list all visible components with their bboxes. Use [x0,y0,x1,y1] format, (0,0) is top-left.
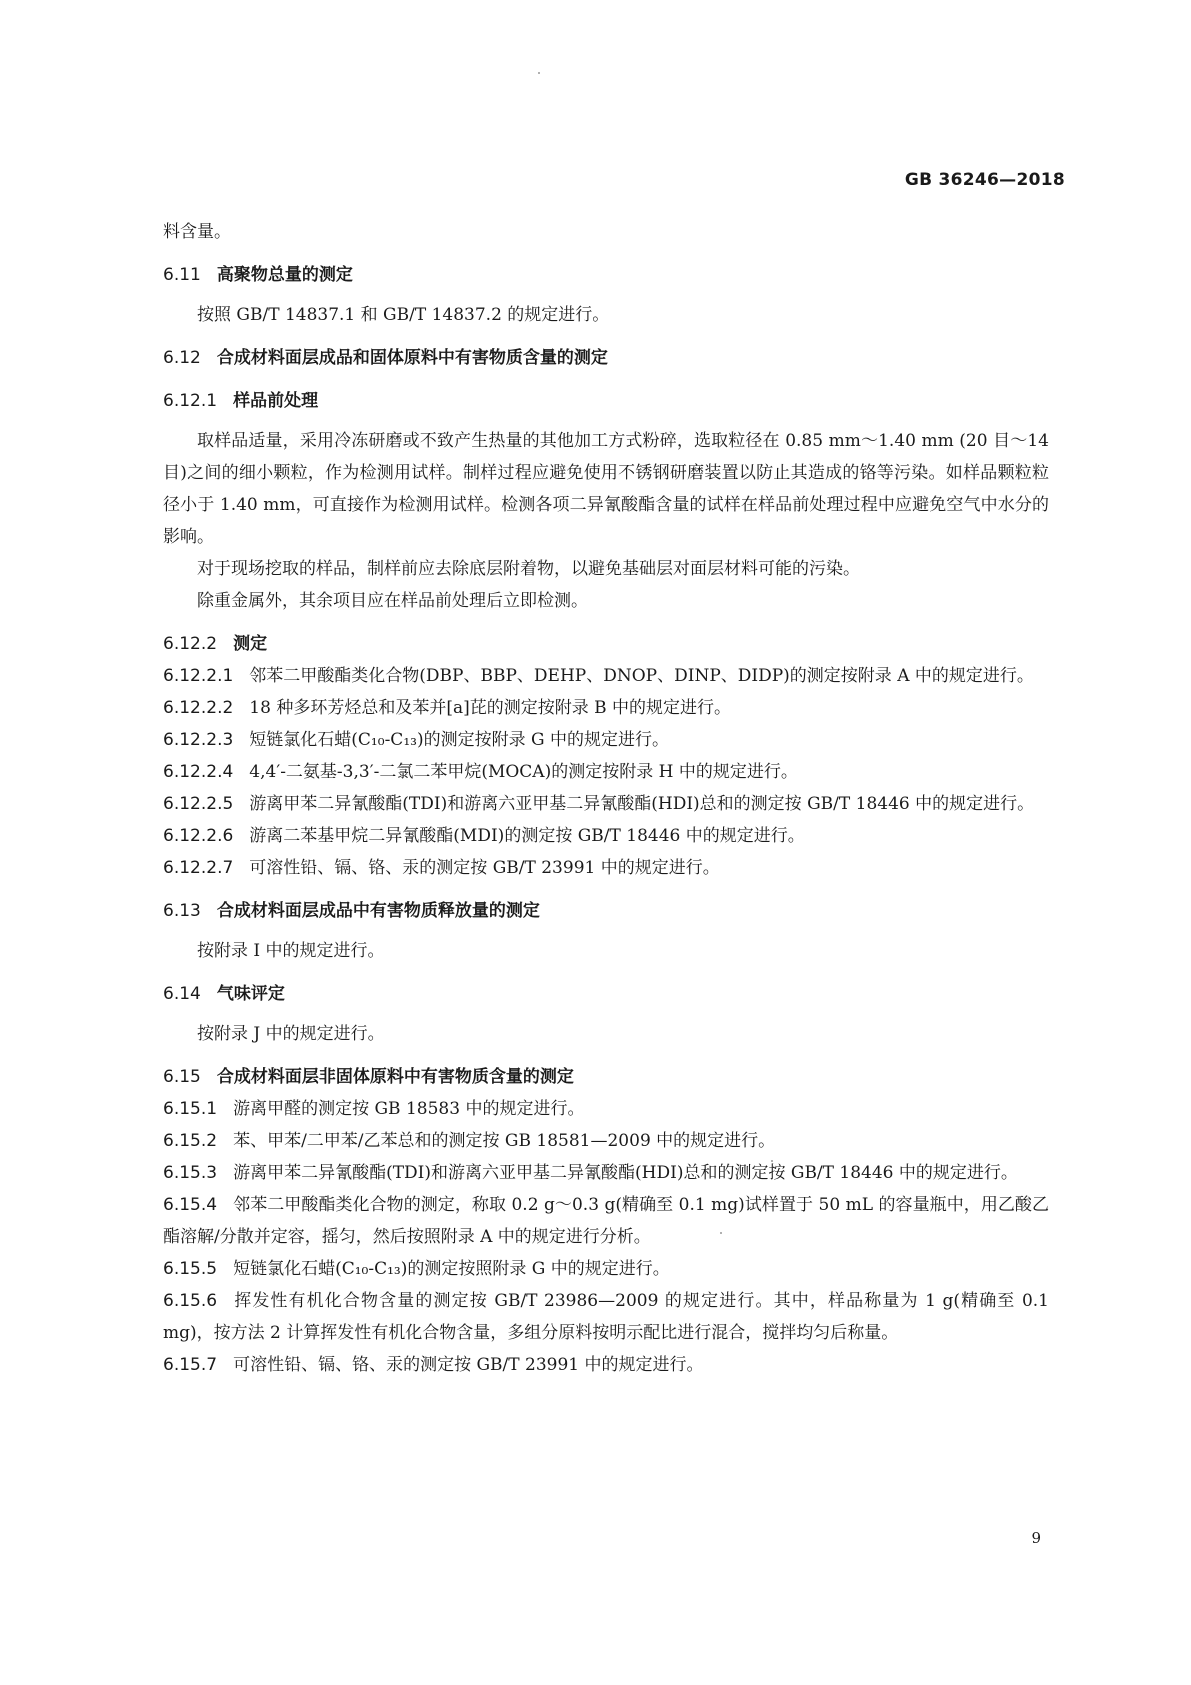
clause-item [163,1189,1049,1253]
clause-text: 短链氯化石蜡(C₁₀-C₁₃)的测定按照附录 G 中的规定进行。 [233,1259,670,1279]
section-number: 6.14 [163,984,201,1004]
paragraph: 取样品适量，采用冷冻研磨或不致产生热量的其他加工方式粉碎，选取粒径在 0.85 mm～1.40 mm (20 目～14 目)之间的细小颗粒，作为检测用试样。制样过程应避免使用不锈钢研磨装置以防止其造成的铬等污染。如样品颗粒粒径小于 1.40 mm，可直接作为检测用试样。检测各项二异氰酸酯含量的试样在样品前处理过程中应避免空气中水分的影响。 [163,431,1049,547]
clause-number: 6.12.2.6 [163,826,234,846]
clause-item [163,692,1049,724]
clause-text: 挥发性有机化合物含量的测定按 GB/T 23986—2009 的规定进行。其中，样品称量为 1 g(精确至 0.1 mg)，按方法 2 计算挥发性有机化合物含量，多组分原料按明示配比进行混合，搅拌均匀后称量。 [163,1291,1049,1343]
clause-item [163,1157,1049,1189]
section-number: 6.11 [163,265,201,285]
clause-text: 游离甲苯二异氰酸酯(TDI)和游离六亚甲基二异氰酸酯(HDI)总和的测定按 GB/T 18446 中的规定进行。 [233,1163,1018,1183]
section-number: 6.12 [163,348,201,368]
section-number: 6.12.2 [163,634,218,654]
clause-number: 6.12.2.7 [163,858,234,878]
clause-number: 6.15.1 [163,1099,218,1119]
clause-text: 苯、甲苯/二甲苯/乙苯总和的测定按 GB 18581—2009 中的规定进行。 [233,1131,776,1151]
clause-item [163,820,1049,852]
clause-number: 6.12.2.2 [163,698,234,718]
clause-text: 4,4′-二氨基-3,3′-二氯二苯甲烷(MOCA)的测定按附录 H 中的规定进行。 [249,762,798,782]
section-title: 气味评定 [216,984,285,1004]
clause-number: 6.15.2 [163,1131,218,1151]
section-heading [163,259,1049,291]
section-heading [163,978,1049,1010]
clause-item [163,724,1049,756]
document-body [163,216,1049,1381]
clause-text: 邻苯二甲酸酯类化合物(DBP、BBP、DEHP、DNOP、DINP、DIDP)的测定按附录 A 中的规定进行。 [249,666,1034,686]
clause-item [163,1285,1049,1349]
clause-number: 6.12.2.1 [163,666,234,686]
section-number: 6.13 [163,901,201,921]
clause-text: 可溶性铅、镉、铬、汞的测定按 GB/T 23991 中的规定进行。 [233,1355,704,1375]
clause-text: 18 种多环芳烃总和及苯并[a]芘的测定按附录 B 中的规定进行。 [249,698,732,718]
clause-number: 6.12.2.3 [163,730,234,750]
paragraph: 按附录 J 中的规定进行。 [197,1024,385,1044]
clause-number: 6.12.2.4 [163,762,234,782]
clause-number: 6.15.6 [163,1291,218,1311]
clause-number: 6.15.5 [163,1259,218,1279]
section-title: 合成材料面层成品和固体原料中有害物质含量的测定 [216,348,608,368]
section-title: 合成材料面层成品中有害物质释放量的测定 [216,901,540,921]
clause-item [163,756,1049,788]
clause-item [163,788,1049,820]
section-title: 测定 [233,634,268,654]
section-heading [163,895,1049,927]
section-title: 高聚物总量的测定 [216,265,353,285]
clause-text: 游离甲醛的测定按 GB 18583 中的规定进行。 [233,1099,585,1119]
clause-number: 6.15.7 [163,1355,218,1375]
section-title: 合成材料面层非固体原料中有害物质含量的测定 [216,1067,574,1087]
section-heading [163,342,1049,374]
standard-number: GB 36246—2018 [904,170,1065,190]
clause-item [163,1125,1049,1157]
paragraph: 除重金属外，其余项目应在样品前处理后立即检测。 [197,591,588,611]
clause-item [163,1253,1049,1285]
section-title: 样品前处理 [233,391,319,411]
clause-text: 游离二苯基甲烷二异氰酸酯(MDI)的测定按 GB/T 18446 中的规定进行。 [249,826,805,846]
clause-number: 6.15.3 [163,1163,218,1183]
section-heading [163,1061,1049,1093]
clause-text: 可溶性铅、镉、铬、汞的测定按 GB/T 23991 中的规定进行。 [249,858,720,878]
clause-text: 邻苯二甲酸酯类化合物的测定，称取 0.2 g～0.3 g(精确至 0.1 mg)试样置于 50 mL 的容量瓶中，用乙酸乙酯溶解/分散并定容，摇匀，然后按照附录 A 中的规定进行分析。 [163,1195,1049,1247]
clause-item [163,852,1049,884]
clause-text: 短链氯化石蜡(C₁₀-C₁₃)的测定按附录 G 中的规定进行。 [249,730,669,750]
paragraph: 对于现场挖取的样品，制样前应去除底层附着物，以避免基础层对面层材料可能的污染。 [197,559,860,579]
paragraph: 料含量。 [163,222,231,242]
clause-text: 游离甲苯二异氰酸酯(TDI)和游离六亚甲基二异氰酸酯(HDI)总和的测定按 GB/T 18446 中的规定进行。 [249,794,1035,814]
page-number: 9 [1031,1529,1041,1547]
section-heading [163,385,1049,417]
section-number: 6.12.1 [163,391,218,411]
section-number: 6.15 [163,1067,201,1087]
section-heading [163,628,1049,660]
clause-item [163,1093,1049,1125]
clause-item [163,1349,1049,1381]
paragraph: 按照 GB/T 14837.1 和 GB/T 14837.2 的规定进行。 [197,305,610,325]
clause-number: 6.15.4 [163,1195,218,1215]
paragraph: 按附录 I 中的规定进行。 [197,941,385,961]
scan-speck [538,72,540,74]
clause-number: 6.12.2.5 [163,794,234,814]
clause-item [163,660,1049,692]
